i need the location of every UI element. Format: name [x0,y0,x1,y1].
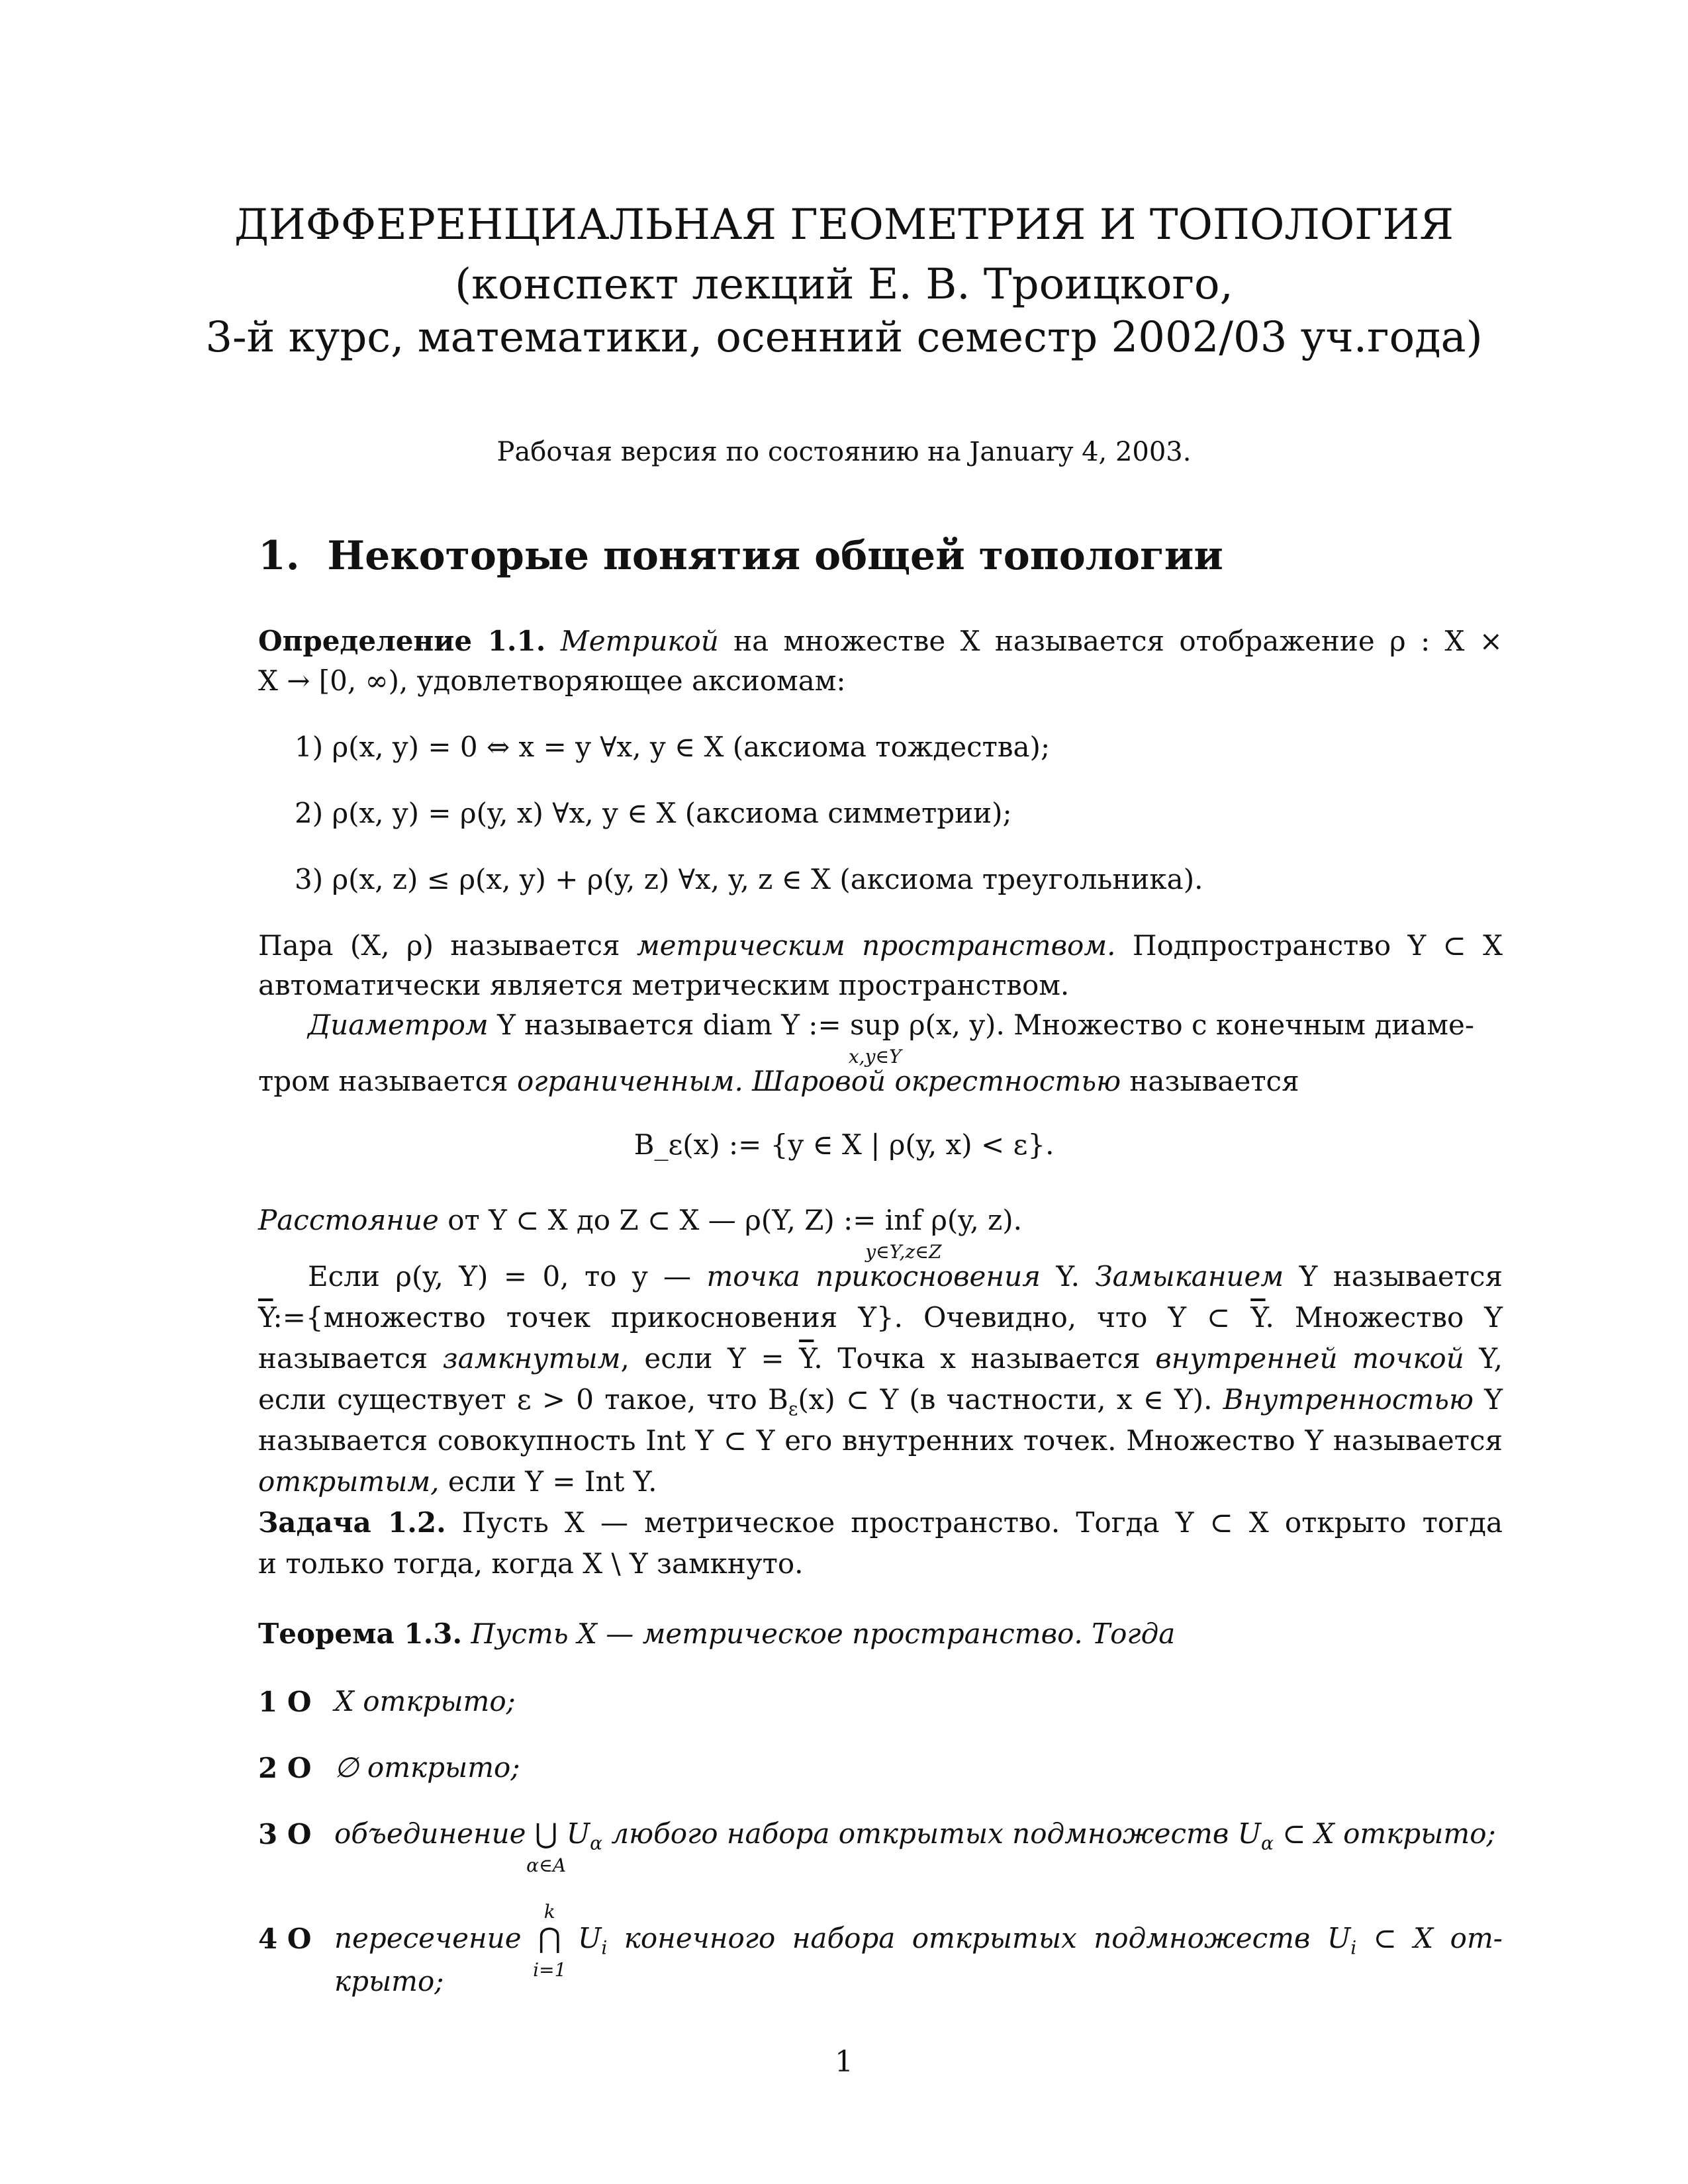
section-heading [258,533,1223,579]
term-closure: Замыканием [1095,1260,1284,1293]
term-interior-point: внутренней точкой [1155,1342,1464,1375]
text-span: Пара (X, ρ) называется [258,929,620,962]
text-span: ⊂ X открыто; [1273,1817,1496,1850]
theorem-item-2: ∅ открыто; [334,1751,520,1784]
subscript-i: i [1350,1936,1357,1959]
theorem-item-4-continuation: крыто; [334,1965,444,1997]
paragraph-3 [258,1201,1503,1263]
paragraph-4-line-1 [308,1257,1503,1296]
intersection-symbol: ⋂ [538,1922,561,1954]
theorem-label: Теорема 1.3. [258,1617,463,1650]
text-span: называется [258,1342,428,1375]
axiom-1: 1) ρ(x, y) = 0 ⇔ x = y ∀x, y ∈ X (аксиома тождества); [295,731,1051,763]
paragraph-4-line-3 [258,1340,1503,1378]
term-ball-neighborhood: Шаровой окрестностью [752,1065,1121,1097]
intersection-subscript: i=1 [533,1959,567,1981]
term-closed: замкнутым [442,1342,621,1375]
intersection-superscript: k [543,1901,555,1923]
inf-operator [865,1201,942,1263]
page-number: 1 [835,2045,853,2079]
theorem-item-number: 3 O [258,1818,312,1850]
overline-y: $\overline{Y}$ [258,1301,273,1334]
subscript-epsilon: ε [788,1398,798,1420]
text-span: объединение [334,1817,526,1850]
sup-subscript: x,y∈Y [848,1046,902,1068]
term-open: открытым, [258,1465,440,1498]
definition-term: Метрикой [560,625,719,657]
term-diameter: Диаметром [308,1009,489,1041]
paragraph-4-line-5: называется совокупность Int Y ⊂ Y его внутренних точек. Множество Y называется [258,1424,1503,1457]
text-span: :={множество точек прикосновения Y}. Очевидно, что Y ⊂ [273,1301,1231,1334]
theorem-item-number: 4 O [258,1923,312,1955]
theorem-item-number: 1 O [258,1686,312,1718]
text-span: если существует ε > 0 такое, что B [258,1383,788,1416]
version-note: Рабочая версия по состоянию на January 4, 2003. [496,437,1192,467]
problem-line-1 [258,1504,1503,1542]
text-span: ρ(y, z). [931,1204,1023,1236]
sup-operator [848,1006,902,1068]
document-title: ДИФФЕРЕНЦИАЛЬНАЯ ГЕОМЕТРИЯ И ТОПОЛОГИЯ [234,201,1454,250]
ball-formula: B_ε(x) := {y ∈ X | ρ(y, x) < ε}. [633,1128,1055,1161]
inf-symbol: inf [884,1204,922,1236]
paragraph-4-line-2 [258,1298,1503,1337]
text-span: называется [1129,1065,1299,1097]
union-operator [526,1815,567,1876]
text-span: U [566,1817,590,1850]
paragraph-4-line-6 [258,1463,1503,1501]
definition-text: на множестве X называется отображение ρ : X × [733,625,1503,657]
document-subtitle-line-2: 3-й курс, математики, осенний семестр 2002/03 уч.года) [205,313,1483,362]
problem-text: Пусть X — метрическое пространство. Тогда Y ⊂ X открыто тогда [461,1506,1503,1539]
text-span: от Y ⊂ X до Z ⊂ X — ρ(Y, Z) := [447,1204,876,1236]
term-metric-space: метрическим пространством. [636,929,1116,962]
text-span: Если ρ(y, Y) = 0, то y — [308,1260,692,1293]
text-span: U [577,1922,602,1954]
theorem-item-1: X открыто; [334,1685,516,1717]
definition-line-2: X → [0, ∞), удовлетворяющее аксиомам: [258,664,846,697]
theorem-statement [258,1615,1503,1653]
text-span: любого набора открытых подмножеств U [602,1817,1262,1850]
term-bounded: ограниченным. [516,1065,743,1097]
problem-line-2: и только тогда, когда X \ Y замкнуто. [258,1547,804,1580]
text-span: тром называется [258,1065,508,1097]
union-symbol: ⋃ [534,1817,558,1850]
text-span: если Y = Int Y. [447,1465,657,1498]
paragraph-1-line-2: автоматически является метрическим пространством. [258,969,1070,1001]
text-span: . Точка x называется [814,1342,1141,1375]
subscript-i: i [601,1936,608,1959]
theorem-text: Пусть X — метрическое пространство. Тогда [471,1617,1176,1650]
overline-y: $\overline{Y}$ [1250,1301,1266,1334]
text-span: Y называется diam Y := [497,1009,841,1041]
text-span: . Множество Y [1265,1301,1503,1334]
theorem-item-number: 2 O [258,1752,312,1784]
text-span: Y, [1479,1342,1503,1375]
text-span: Y [1484,1383,1503,1416]
text-span: ⊂ X от- [1356,1922,1503,1954]
intersection-operator [533,1901,567,1981]
paragraph-2-line-1 [308,1006,1503,1068]
text-span: Подпространство Y ⊂ X [1132,929,1503,962]
text-span: конечного набора открытых подмножеств U [607,1922,1351,1954]
definition-line-1 [258,622,1503,660]
text-span: Y называется [1299,1260,1503,1293]
theorem-item-3 [334,1815,1503,1876]
axiom-3: 3) ρ(x, z) ≤ ρ(x, y) + ρ(y, z) ∀x, y, z ∈ X (аксиома треугольника). [295,863,1203,895]
union-subscript: α∈A [526,1854,567,1876]
text-span: Y. [1056,1260,1080,1293]
section-number: 1. [258,533,300,579]
inf-subscript: y∈Y,z∈Z [865,1241,942,1263]
sup-symbol: sup [850,1009,900,1041]
paragraph-1-line-1 [258,927,1503,965]
term-interior: Внутренностью [1223,1383,1474,1416]
subscript-alpha: α [1261,1832,1274,1854]
paragraph-2-line-2 [258,1062,1503,1101]
axiom-2: 2) ρ(x, y) = ρ(y, x) ∀x, y ∈ X (аксиома симметрии); [295,797,1012,829]
document-subtitle-line-1: (конспект лекций Е. В. Троицкого, [455,260,1233,309]
text-span: ρ(x, y). Множество с конечным диаме- [908,1009,1475,1041]
subscript-alpha: α [590,1832,603,1854]
problem-label: Задача 1.2. [258,1506,446,1539]
definition-label: Определение 1.1. [258,625,546,657]
term-distance: Расстояние [258,1204,439,1236]
text-span: пересечение [334,1922,522,1954]
term-contact-point: точка прикосновения [706,1260,1041,1293]
text-span: , если Y = [620,1342,784,1375]
text-span: (x) ⊂ Y (в частности, x ∈ Y). [798,1383,1213,1416]
section-title: Некоторые понятия общей топологии [327,533,1223,579]
overline-y: $\overline{Y}$ [799,1342,814,1375]
